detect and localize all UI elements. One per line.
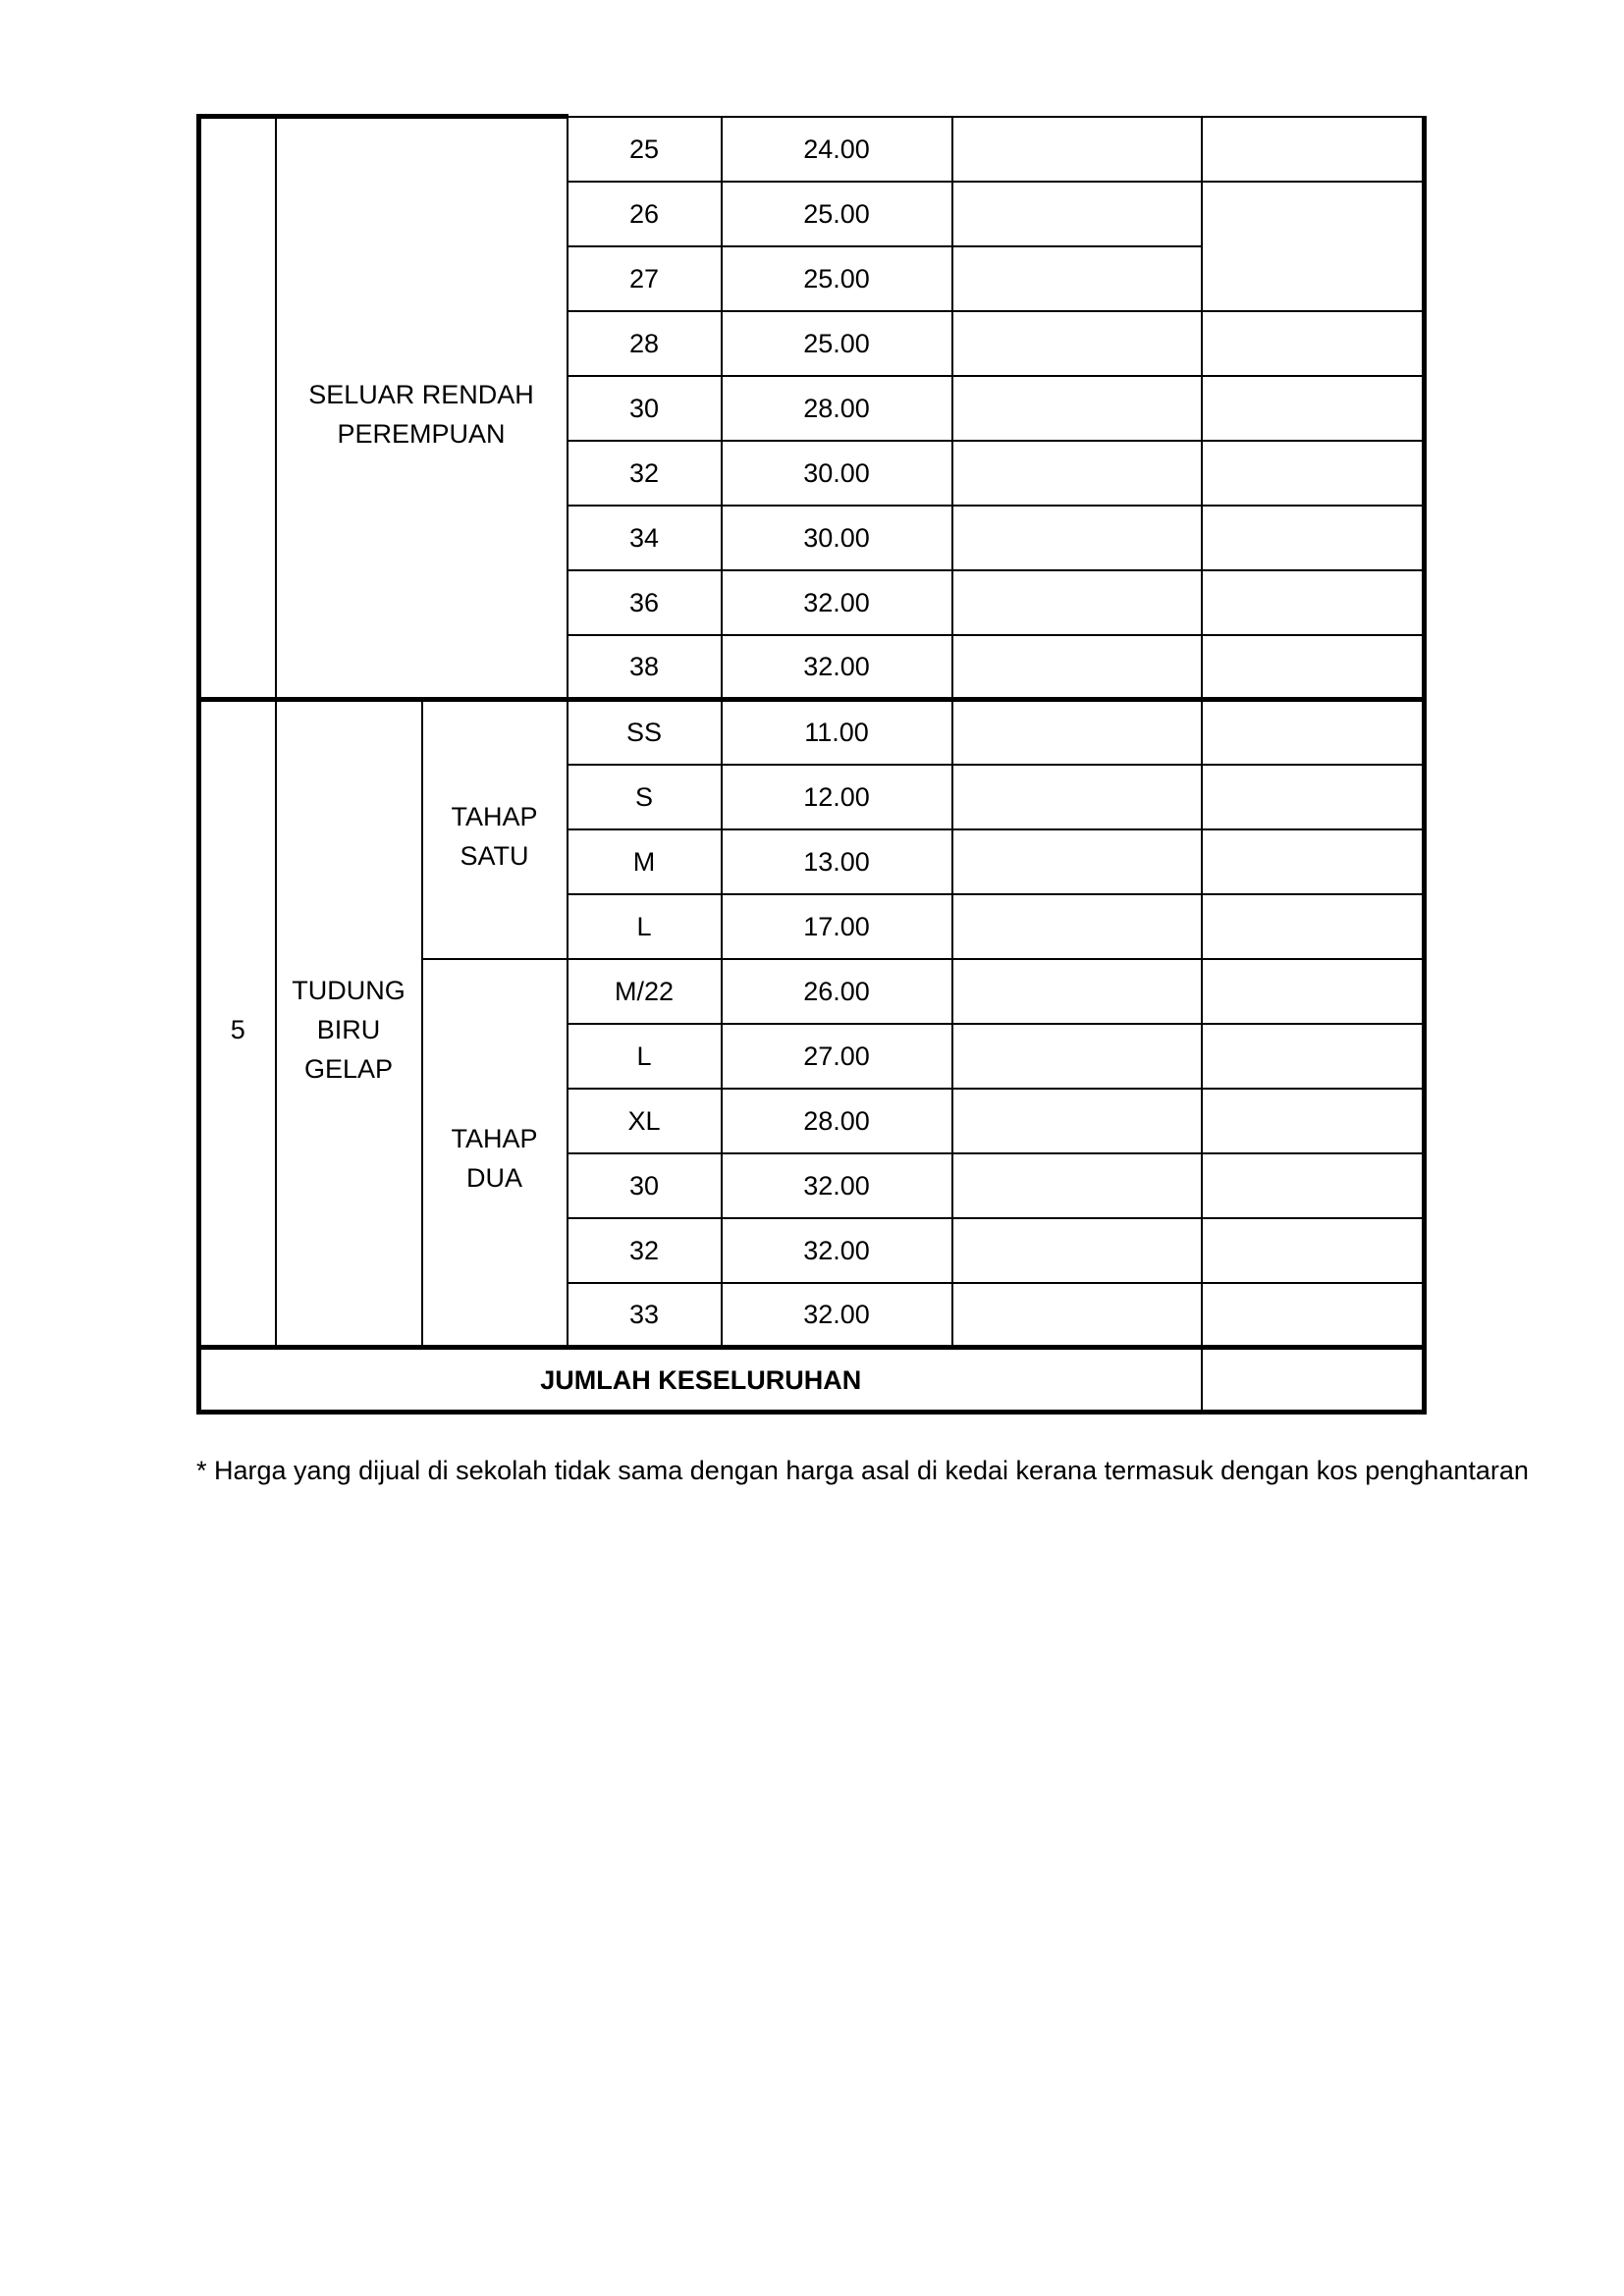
cell-size: M [568,829,722,894]
cell-quantity-blank [952,570,1202,635]
cell-quantity-blank [952,506,1202,570]
cell-quantity-blank [952,1089,1202,1153]
cell-size: XL [568,1089,722,1153]
cell-amount-blank [1202,311,1425,376]
cell-size: 30 [568,1153,722,1218]
cell-price: 32.00 [722,570,952,635]
cell-size: L [568,1024,722,1089]
cell-size: 34 [568,506,722,570]
cell-grand-total-blank [1202,1348,1425,1413]
cell-quantity-blank [952,376,1202,441]
cell-amount-blank [1202,182,1425,311]
cell-amount-blank [1202,441,1425,506]
cell-size: SS [568,700,722,765]
cell-amount-blank [1202,1153,1425,1218]
cell-grand-total-label: JUMLAH KESELURUHAN [199,1348,1202,1413]
cell-size: 38 [568,635,722,700]
cell-quantity-blank [952,182,1202,246]
cell-level [422,959,568,1348]
item-name-line: SELUAR RENDAH [308,380,534,409]
cell-amount-blank [1202,959,1425,1024]
cell-size: 36 [568,570,722,635]
item-name-line: TUDUNG [292,976,406,1005]
cell-price: 30.00 [722,441,952,506]
cell-quantity-blank [952,829,1202,894]
cell-amount-blank [1202,506,1425,570]
cell-amount-blank [1202,1089,1425,1153]
cell-price: 25.00 [722,311,952,376]
cell-quantity-blank [952,635,1202,700]
cell-amount-blank [1202,1218,1425,1283]
cell-quantity-blank [952,246,1202,311]
cell-size: 32 [568,441,722,506]
cell-amount-blank [1202,700,1425,765]
cell-size: 27 [568,246,722,311]
cell-size: 33 [568,1283,722,1348]
item-name-line: GELAP [303,1054,394,1084]
footnote-text: * Harga yang dijual di sekolah tidak sama dengan harga asal di kedai kerana termasuk dengan kos penghantaran [196,1456,1529,1485]
level-line: TAHAP [451,1124,538,1154]
cell-amount-blank [1202,376,1425,441]
cell-price: 32.00 [722,1283,952,1348]
cell-price: 13.00 [722,829,952,894]
cell-size: 25 [568,117,722,182]
table-row-grand-total [199,1348,1425,1413]
cell-price: 32.00 [722,1153,952,1218]
cell-quantity-blank [952,1153,1202,1218]
cell-quantity-blank [952,311,1202,376]
cell-size: 30 [568,376,722,441]
cell-price: 28.00 [722,376,952,441]
cell-size: S [568,765,722,829]
cell-item-name [276,117,568,700]
cell-size: 28 [568,311,722,376]
cell-amount-blank [1202,765,1425,829]
cell-quantity-blank [952,765,1202,829]
cell-level [422,700,568,959]
cell-price: 26.00 [722,959,952,1024]
level-line: SATU [460,840,529,871]
cell-price: 32.00 [722,1218,952,1283]
cell-quantity-blank [952,441,1202,506]
cell-size: 26 [568,182,722,246]
cell-no [199,117,276,700]
cell-amount-blank [1202,1024,1425,1089]
cell-no: 5 [199,700,276,1348]
cell-quantity-blank [952,700,1202,765]
cell-price: 24.00 [722,117,952,182]
item-name-line: BIRU [316,1015,381,1044]
cell-amount-blank [1202,570,1425,635]
cell-item-name [276,700,422,1348]
cell-quantity-blank [952,894,1202,959]
cell-quantity-blank [952,1218,1202,1283]
cell-price: 27.00 [722,1024,952,1089]
cell-amount-blank [1202,829,1425,894]
level-line: DUA [465,1163,522,1194]
cell-quantity-blank [952,959,1202,1024]
item-name-line: PEREMPUAN [337,419,506,449]
cell-amount-blank [1202,635,1425,700]
cell-size: M/22 [568,959,722,1024]
cell-quantity-blank [952,117,1202,182]
cell-price: 17.00 [722,894,952,959]
cell-price: 30.00 [722,506,952,570]
cell-price: 25.00 [722,246,952,311]
table-row [199,700,1425,765]
cell-amount-blank [1202,1283,1425,1348]
uniform-price-table [196,114,1427,1415]
cell-size: 32 [568,1218,722,1283]
cell-size: L [568,894,722,959]
cell-quantity-blank [952,1024,1202,1089]
level-line: TAHAP [451,801,538,831]
cell-price: 12.00 [722,765,952,829]
cell-amount-blank [1202,117,1425,182]
cell-quantity-blank [952,1283,1202,1348]
cell-price: 32.00 [722,635,952,700]
cell-price: 25.00 [722,182,952,246]
cell-price: 11.00 [722,700,952,765]
cell-price: 28.00 [722,1089,952,1153]
cell-amount-blank [1202,894,1425,959]
table-row [199,117,1425,182]
